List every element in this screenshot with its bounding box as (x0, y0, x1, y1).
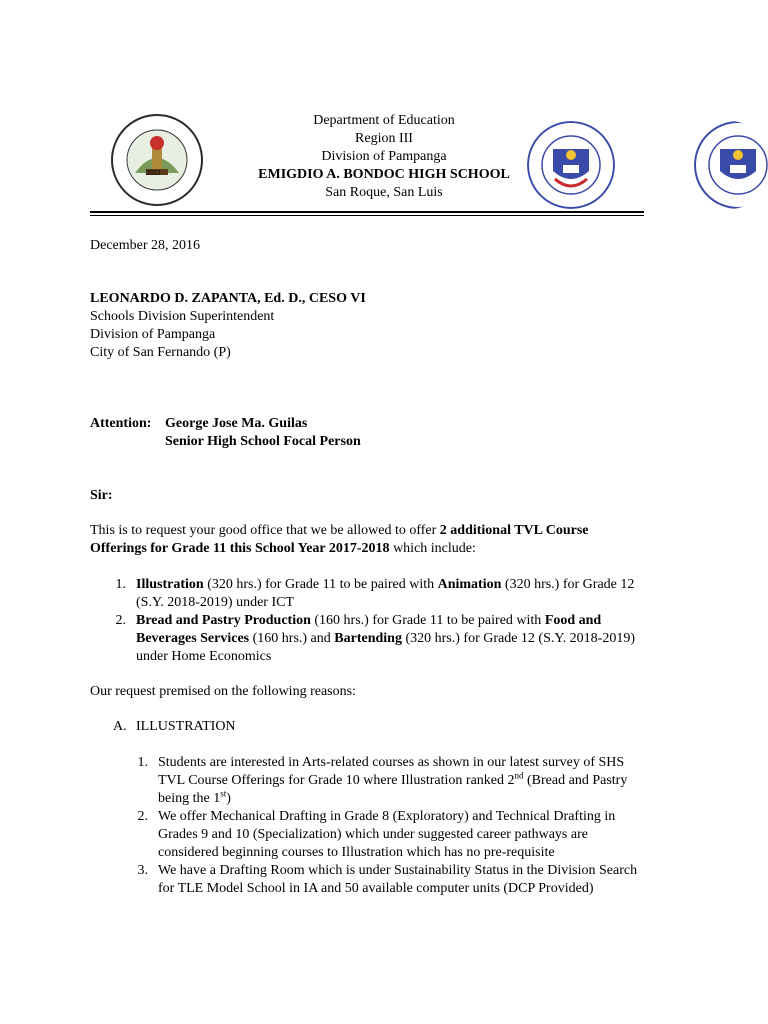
offering-2-line-1 (136, 612, 601, 630)
intro-bold-1: 2 additional TVL Course (439, 523, 589, 538)
intro-line-1 (90, 522, 589, 540)
offering-2-number: 2. (115, 613, 126, 628)
reason-1-line-2 (158, 772, 627, 790)
reason-1-number: 1. (137, 755, 148, 770)
attention-role: Senior High School Focal Person (165, 434, 361, 449)
offering-1-text-a: (320 hrs.) for Grade 11 to be paired with (203, 577, 438, 592)
offering-1-text-b: (320 hrs.) for Grade 12 (501, 577, 635, 592)
reason-1-line-2-end: (Bread and Pastry (523, 773, 628, 788)
intro-text-2: which include: (389, 541, 476, 556)
recipient-name: LEONARDO D. ZAPANTA, Ed. D., CESO VI (90, 291, 366, 306)
offering-2-text-c: (320 hrs.) for Grade 12 (S.Y. 2018-2019) (401, 631, 636, 646)
offering-2-text-a: (160 hrs.) for Grade 11 to be paired with (310, 613, 545, 628)
school-seal-logo (110, 113, 204, 207)
offering-1-pair-course: Animation (437, 577, 502, 592)
offering-2-pair-course-c: Bartending (334, 631, 402, 646)
deped-seal-logo-secondary (694, 121, 768, 209)
school-seal-year: 2011 (146, 170, 162, 177)
reason-2-line-3: considered beginning courses to Illustration which has no pre-requisite (158, 845, 555, 860)
reason-1-first-sup: st (220, 788, 227, 799)
offering-2-course: Bread and Pastry Production (136, 613, 311, 628)
intro-line-2 (90, 540, 476, 558)
recipient-division: Division of Pampanga (90, 327, 216, 342)
header-region: Region III (355, 131, 413, 146)
reason-1-line-1: Students are interested in Arts-related courses as shown in our latest survey of SHS (158, 755, 625, 770)
section-a-letter: A. (113, 719, 127, 734)
offering-2-line-3: under Home Economics (136, 649, 272, 664)
header-division: Division of Pampanga (321, 149, 447, 164)
attention-label: Attention: (90, 416, 152, 431)
reason-3-line-2: for TLE Model School in IA and 50 available computer units (DCP Provided) (158, 881, 594, 896)
intro-text-1: This is to request your good office that we be allowed to offer (90, 523, 440, 538)
recipient-title: Schools Division Superintendent (90, 309, 275, 324)
salutation: Sir: (90, 488, 113, 503)
reasons-intro: Our request premised on the following reasons: (90, 684, 356, 699)
letter-date: December 28, 2016 (90, 238, 201, 253)
reason-1-line-3 (158, 790, 231, 808)
reason-3-number: 3. (137, 863, 148, 878)
offering-1-number: 1. (115, 577, 126, 592)
intro-bold-2: Offerings for Grade 11 this School Year 2017-2018 (90, 541, 390, 556)
header-school-name: EMIGDIO A. BONDOC HIGH SCHOOL (258, 167, 510, 182)
offering-2-line-2 (136, 630, 635, 648)
reason-3-line-1: We have a Drafting Room which is under Sustainability Status in the Division Search (158, 863, 638, 878)
offering-2-pair-course-a: Food and (544, 613, 602, 628)
offering-1-course: Illustration (136, 577, 204, 592)
deped-seal-secondary-graphic (694, 121, 768, 209)
header-dept: Department of Education (313, 113, 455, 128)
header-rule (90, 211, 644, 213)
offering-1-line-1 (136, 576, 634, 594)
reason-2-number: 2. (137, 809, 148, 824)
reason-2-line-1: We offer Mechanical Drafting in Grade 8 (Exploratory) and Technical Drafting in (158, 809, 616, 824)
reason-1-line-3-text: being the 1 (158, 791, 221, 806)
section-a-title: ILLUSTRATION (136, 719, 236, 734)
reason-1-rank-sup: nd (514, 770, 524, 781)
header-rule-thin (90, 215, 644, 216)
attention-name: George Jose Ma. Guilas (165, 416, 308, 431)
school-seal-graphic (110, 113, 204, 207)
offering-2-pair-course-b: Beverages Services (136, 631, 250, 646)
reason-1-line-3-end: ) (226, 791, 231, 806)
header-address: San Roque, San Luis (325, 185, 443, 200)
recipient-city: City of San Fernando (P) (90, 345, 231, 360)
offering-1-line-2: (S.Y. 2018-2019) under ICT (136, 595, 295, 610)
offering-2-text-b: (160 hrs.) and (249, 631, 335, 646)
reason-1-line-2-text: TVL Course Offerings for Grade 10 where Illustration ranked 2 (158, 773, 515, 788)
deped-seal-graphic (527, 121, 615, 209)
reason-2-line-2: Grades 9 and 10 (Specialization) which under suggested career pathways are (158, 827, 588, 842)
deped-seal-logo (527, 121, 615, 209)
